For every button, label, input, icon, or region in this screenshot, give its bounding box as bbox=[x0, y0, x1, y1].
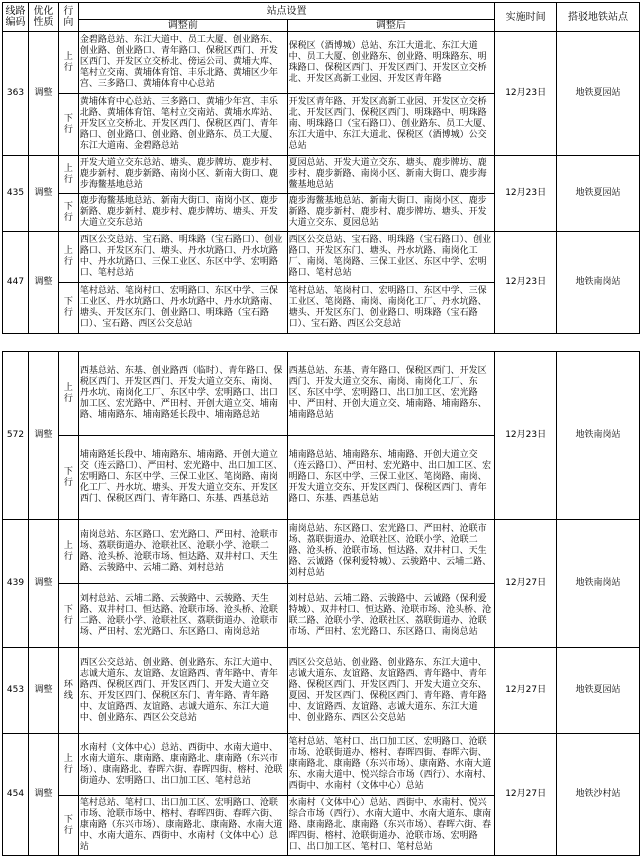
route-after: 刘村总站、云埔二路、云骏路中、云诚路（保利爱特城）、双井村口、恒达路、沧联市场、沧头桥、沧联二路、沧联小学、沧联社区、荔联街道办、沧联市场、严田村、宏光路口、东区路口、南岗总站 bbox=[287, 584, 495, 648]
nature-cell: 调整 bbox=[28, 352, 58, 520]
route-after: 开发区青年路、开发区高新工业园、开发区立交桥北、开发区西门、保税区西门、明珠路中、明珠路南、明珠路口（宝石路口）、创业路东、员工大厦、东江大道中、东江大道北、保税区（酒博城）公交总站 bbox=[287, 94, 495, 156]
route-after: 西区公交总站、宝石路、明珠路（宝石路口）、创业路口、开发区东门、塘头、丹水坑路、南岗化工厂、南岗、笔岗路、三保工业区、东区中学、宏明路口、笔村总站 bbox=[287, 232, 495, 283]
header-nature: 优化性质 bbox=[28, 3, 58, 32]
implement-date: 12月23日 bbox=[495, 352, 557, 520]
route-before: 鹿步海鳖基地总站、新南大街口、南岗小区、鹿步新路、鹿步新村、鹿步村、鹿步牌坊、塘头、开发大道立交东总站 bbox=[78, 194, 287, 232]
header-after: 调整后 bbox=[287, 20, 495, 32]
nature-cell: 调整 bbox=[28, 734, 58, 856]
nature-cell: 调整 bbox=[28, 156, 58, 232]
header-before: 调整前 bbox=[78, 20, 287, 32]
metro-station: 地铁夏园站 bbox=[557, 32, 640, 156]
route-after: 笔村总站、笔岗村口、宏明路口、东区中学、三保工业区、笔岗路、南岗、南岗化工厂、丹水坑路、塘头、开发区东门、创业路口、明珠路（宝石路口）、宝石路、西区公交总站 bbox=[287, 283, 495, 334]
route-after: 保税区（酒博城）总站、东江大道北、东江大道中、员工大厦、创业路东、创业路、明珠路东、明珠路口、保税区西门、开发区西门、开发区立交桥北、开发区高新工业园、开发区青年路 bbox=[287, 32, 495, 94]
direction-cell: 下行 bbox=[58, 796, 78, 856]
direction-cell: 下行 bbox=[58, 94, 78, 156]
route-before: 开发大道立交东总站、塘头、鹿步牌坊、鹿步村、鹿步新村、鹿步新路、南岗小区、新南大街口、鹿步海鳖基地总站 bbox=[78, 156, 287, 194]
header-metro: 搭驳地铁站点 bbox=[557, 3, 640, 32]
header-direction: 行向 bbox=[58, 3, 78, 32]
table-row bbox=[3, 734, 640, 796]
nature-cell: 调整 bbox=[28, 520, 58, 648]
header-date: 实施时间 bbox=[495, 3, 557, 32]
route-after: 西区公交总站、创业路、创业路东、东江大道中、志诚大道东、友谊路、友谊路西、青年路中、青年路、保税区西门、开发区西门、开发大道立交东、夏园、开发区西门、保税区西门、青年路、青年路中、友谊路西、友谊路、志诚大道东、东江大道中、创业路东、西区公交总站 bbox=[287, 648, 495, 734]
line-number: 363 bbox=[3, 32, 29, 156]
route-before: 南岗总站、东区路口、宏光路口、严田村、沧联市场、荔联街道办、沧联社区、沧联小学、沧联二路、沧头桥、沧联市场、恒达路、双井村口、天生路、云骏路中、云埔二路、刘村总站 bbox=[78, 520, 287, 584]
route-before: 金碧路总站、东江大道中、员工大厦、创业路东、创业路、创业路口、青年路口、保税区西门、开发区西门、开发区立交桥北、傍运公司、黄埔大库、笔村立交南、黄埔体育馆、丰乐北路、黄埔区少年宫、三多路口、黄埔体育中心总站 bbox=[78, 32, 287, 94]
route-before: 西区公交总站、创业路、创业路东、东江大道中、志诚大道东、友谊路、友谊路西、青年路中、青年路西、保税区西门、开发区西门、开发大道立交东、开发区四门、保税区东门、青年路、青年路中、友谊路西、友谊路、志诚大道东、东江大道中、创业路东、西区公交总站 bbox=[78, 648, 287, 734]
direction-cell: 上行 bbox=[58, 232, 78, 283]
table-row bbox=[3, 156, 640, 194]
table-row bbox=[3, 32, 640, 94]
table-row bbox=[3, 520, 640, 584]
page-break bbox=[0, 343, 640, 350]
adjustment-table-page2 bbox=[2, 351, 640, 856]
line-number: 572 bbox=[3, 352, 29, 520]
implement-date: 12月23日 bbox=[495, 156, 557, 232]
implement-date: 12月23日 bbox=[495, 32, 557, 156]
route-before: 西区公交总站、宝石路、明珠路（宝石路口）、创业路口、开发区东门、塘头、丹水坑路口、丹水坑路中、丹水坑路口、三保工业区、东区中学、宏明路口、笔村总站 bbox=[78, 232, 287, 283]
line-number: 447 bbox=[3, 232, 29, 334]
direction-cell: 上行 bbox=[58, 32, 78, 94]
route-after: 南岗总站、东区路口、宏光路口、严田村、沧联市场、荔联街道办、沧联社区、沧联小学、沧联二路、沧头桥、沧联市场、恒达路、双井村口、天生路、云诚路（保利爱特城）、云骏路中、云埔二路、刘村总站 bbox=[287, 520, 495, 584]
direction-cell: 下行 bbox=[58, 436, 78, 520]
nature-cell: 调整 bbox=[28, 648, 58, 734]
direction-cell: 上行 bbox=[58, 734, 78, 796]
metro-station: 地铁夏园站 bbox=[557, 648, 640, 734]
implement-date: 12月27日 bbox=[495, 734, 557, 856]
nature-cell: 调整 bbox=[28, 32, 58, 156]
table-row bbox=[3, 648, 640, 734]
table-row bbox=[3, 232, 640, 283]
direction-cell: 环线 bbox=[58, 648, 78, 734]
route-before: 刘村总站、云埔二路、云骏路中、云骏路、天生路、双井村口、恒达路、沧联市场、沧头桥、沧联二路、沧联小学、沧联社区、荔联街道办、沧联市场、严田村、宏光路口、东区路口、南岗总站 bbox=[78, 584, 287, 648]
table-row bbox=[3, 352, 640, 436]
adjustment-table-page1 bbox=[2, 2, 640, 334]
line-number: 454 bbox=[3, 734, 29, 856]
direction-cell: 下行 bbox=[58, 584, 78, 648]
route-before: 笔村总站、笔村口、出口加工区、宏明路口、沧联市场、沧联市场中、榕村、春晖四街、春晖六街、康南路（东兴市场）、康南路北、康南路、水南大道中、水南大道东、西街中、水南村（文体中心）总站 bbox=[78, 796, 287, 856]
direction-cell: 下行 bbox=[58, 283, 78, 334]
line-number: 453 bbox=[3, 648, 29, 734]
route-after: 水南村（文体中心）总站、西街中、水南村、悦兴综合市场（西行）、水南大道中、水南大道东、康南路、康南路北、康南路（东兴市场）、春晖六街、春晖四街、榕村、沧联街道办、沧联市场、宏明路口、出口加工区、笔村口、笔村总站 bbox=[287, 796, 495, 856]
direction-cell: 上行 bbox=[58, 520, 78, 584]
implement-date: 12月27日 bbox=[495, 648, 557, 734]
metro-station: 地铁沙村站 bbox=[557, 734, 640, 856]
route-after: 笔村总站、笔村口、出口加工区、宏明路口、沧联市场、沧联街道办、榕村、春晖四街、春晖六街、康南路北、康南路（东兴市场）、康南路、水南大道东、水南大道中、悦兴综合市场（西行）、水南村、西街中、水南村（文体中心）总站 bbox=[287, 734, 495, 796]
direction-cell: 上行 bbox=[58, 352, 78, 436]
route-before: 西基总站、东基、创业路西（临时）、青年路口、保税区西门、开发区西门、开发大道立交东、南岗、丹水坑、南岗化工厂、东区中学、宏明路口、出口加工区、宏光路中、严田村、开创大道立交、埔南路、埔南路东、埔南路延长段中、埔南路总站 bbox=[78, 352, 287, 436]
nature-cell: 调整 bbox=[28, 232, 58, 334]
header-line-no: 线路编码 bbox=[3, 3, 29, 32]
route-after: 夏园总站、开发大道立交东、塘头、鹿步牌坊、鹿步村、鹿步新路、南岗小区、新南大街口、鹿步海鳖基地总站 bbox=[287, 156, 495, 194]
route-before: 黄埔体育中心总站、三多路口、黄埔少年宫、丰乐北路、黄埔体育馆、笔村立交南站、黄埔水库站、开发区立交桥北、开发区西门、保税区西门、青年路口、创业路口、创业路、创业路东、员工大厦、东江大道南、金碧路总站 bbox=[78, 94, 287, 156]
implement-date: 12月27日 bbox=[495, 520, 557, 648]
route-after: 西基总站、东基、青年路口、保税区西门、开发区西门、开发大道立交东、南岗、南岗化工厂、东区、东区中学、宏明路口、出口加工区、宏光路中、严田村、开创大道立交、埔南路、埔南路东、埔南路总站 bbox=[287, 352, 495, 436]
metro-station: 地铁南岗站 bbox=[557, 232, 640, 334]
direction-cell: 下行 bbox=[58, 194, 78, 232]
route-after: 鹿步海鳖基地总站、新南大街口、南岗小区、鹿步新路、鹿步新村、鹿步村、鹿步牌坊、塘头、开发大道立交东、夏园总站 bbox=[287, 194, 495, 232]
metro-station: 地铁夏园站 bbox=[557, 156, 640, 232]
route-before: 笔村总站、笔岗村口、宏明路口、东区中学、三保工业区、丹水坑路口、丹水坑路中、丹水坑路南、塘头、开发区东门、创业路口、明珠路（宝石路口）、宝石路、西区公交总站 bbox=[78, 283, 287, 334]
route-before: 水南村（文体中心）总站、西街中、水南大道中、水南大道东、康南路、康南路北、康南路（东兴市场）、康南路北、春晖六街、春晖四街、榕村、沧联街道办、宏明路口、出口加工区、笔村总站 bbox=[78, 734, 287, 796]
direction-cell: 上行 bbox=[58, 156, 78, 194]
route-before: 埔南路延长段中、埔南路东、埔南路、开创大道立交（连云路口）、严田村、宏光路中、出口加工区、宏明路口、东区中学、三保工业区、笔岗路、南岗化工厂、丹水坑、塘头、开发大道立交东、开发区西门、保税区西门、青年路口、东基、西基总站 bbox=[78, 436, 287, 520]
route-after: 埔南路总站、埔南路东、埔南路、开创大道立交（连云路口）、严田村、宏光路中、出口加工区、宏明路口、东区中学、三保工业区、笔岗路、南岗、开发大道立交东、开发区西门、保税区西门、青年路口、东基、西基总站 bbox=[287, 436, 495, 520]
metro-station: 地铁南岗站 bbox=[557, 520, 640, 648]
metro-station: 地铁南岗站 bbox=[557, 352, 640, 520]
implement-date: 12月23日 bbox=[495, 232, 557, 334]
header-stops-setting: 站点设置 bbox=[78, 3, 494, 20]
line-number: 439 bbox=[3, 520, 29, 648]
line-number: 435 bbox=[3, 156, 29, 232]
